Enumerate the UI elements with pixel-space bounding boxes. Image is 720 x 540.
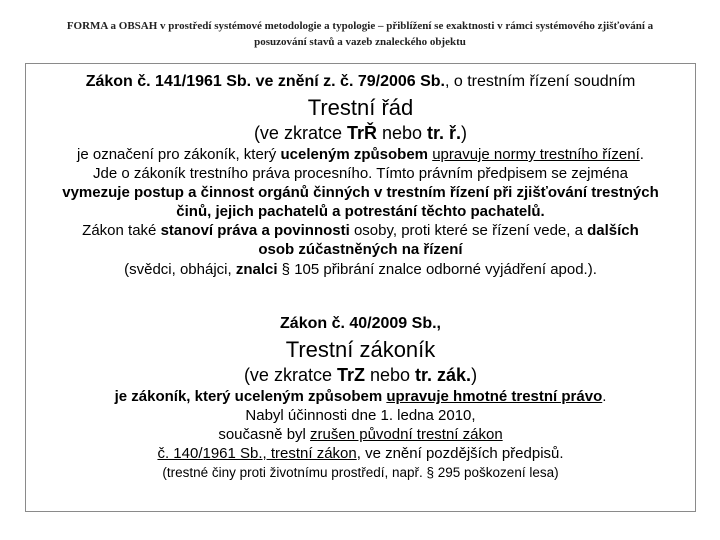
text-run-bold: činů, jejich pachatelů a potrestání těchto pachatelů. — [176, 203, 545, 220]
text-run: Zákon také — [82, 222, 161, 239]
trestni-rad-p7 — [25, 260, 696, 279]
text-run-bold: uceleným způsobem — [280, 146, 429, 163]
trestni-zakonik-p5: (trestné činy proti životnímu prostředí, např. § 295 poškození lesa) — [162, 465, 559, 480]
abbr-mid: nebo — [364, 365, 416, 385]
text-run: , ve znění pozdějších předpisů. — [356, 445, 564, 462]
text-run-underlined: zrušen původní trestní zákon — [310, 426, 503, 443]
abbr-mid: nebo — [376, 123, 428, 143]
abbr-prefix: (ve zkratce — [253, 123, 347, 143]
abbr-suffix: ) — [471, 365, 478, 385]
trestni-rad-p3 — [25, 183, 696, 202]
text-run-bold: je zákoník, který uceleným způsobem — [114, 388, 387, 405]
abbr-trz: TrZ — [336, 365, 365, 385]
abbr-suffix: ) — [461, 123, 468, 143]
text-run-underlined: upravuje normy trestního řízení — [432, 146, 640, 163]
text-run: . — [639, 146, 644, 163]
trestni-zakonik-p3 — [25, 425, 696, 444]
text-run: (svědci, obhájci, — [124, 261, 236, 278]
trestni-rad-intro-rest: , o trestním řízení soudním — [445, 73, 636, 90]
trestni-rad-title: Trestní řád — [307, 95, 414, 120]
trestni-rad-p1 — [25, 145, 696, 164]
trestni-rad-intro — [25, 72, 696, 92]
text-run-bold: vymezuje postup a činnost orgánů činných v trestním řízení při zjišťování trestných — [62, 184, 659, 201]
text-run-bold: dalších — [587, 222, 639, 239]
trestni-zakonik-p1 — [25, 387, 696, 406]
abbr-trr-alt: tr. ř. — [427, 123, 462, 143]
text-run-underlined: upravuje hmotné trestní právo — [386, 388, 603, 405]
text-run-underlined: č. 140/1961 Sb., trestní zákon — [157, 445, 357, 462]
abbr-prefix: (ve zkratce — [243, 365, 337, 385]
text-run: současně byl — [218, 426, 311, 443]
trestni-rad-p4 — [25, 202, 696, 221]
text-run-bold: stanoví práva a povinnosti — [160, 222, 350, 239]
abbr-trr: TrŘ — [346, 123, 377, 143]
trestni-zakonik-intro — [25, 314, 696, 334]
slide-header — [30, 18, 690, 50]
abbr-trz-alt: tr. zák. — [415, 365, 472, 385]
text-run-bold: Zákon č. 40/2009 Sb., — [280, 315, 441, 332]
text-run-bold: osob zúčastněných na řízení — [258, 241, 463, 258]
text-run-bold: znalci — [235, 261, 278, 278]
trestni-rad-abbr — [25, 122, 696, 144]
header-line-1: FORMA a OBSAH v prostředí systémové metodologie a typologie – přiblížení se exaktnosti v rámci systémového zjišťování a — [66, 20, 654, 32]
text-run: osoby, proti které se řízení vede, a — [349, 222, 588, 239]
trestni-zakonik-p4 — [25, 444, 696, 463]
text-run: je označení pro zákoník, který — [77, 146, 281, 163]
trestni-zakonik-abbr — [25, 364, 696, 386]
text-run: § 105 přibrání znalce odborné vyjádření apod.). — [277, 261, 597, 278]
trestni-zakonik-title: Trestní zákoník — [285, 337, 436, 362]
trestni-rad-p5 — [25, 221, 696, 240]
trestni-zakonik-p2: Nabyl účinnosti dne 1. ledna 2010, — [245, 407, 476, 424]
header-line-2: posuzování stavů a vazeb znaleckého objektu — [254, 36, 466, 48]
text-run-bold-underlined — [386, 388, 602, 405]
trestni-rad-p2: Jde o zákoník trestního práva procesního. Tímto právním předpisem se zejména — [93, 165, 628, 182]
text-run: . — [602, 388, 607, 405]
trestni-rad-p6 — [25, 240, 696, 259]
trestni-rad-intro-law: Zákon č. 141/1961 Sb. ve znění z. č. 79/2006 Sb. — [85, 73, 445, 90]
